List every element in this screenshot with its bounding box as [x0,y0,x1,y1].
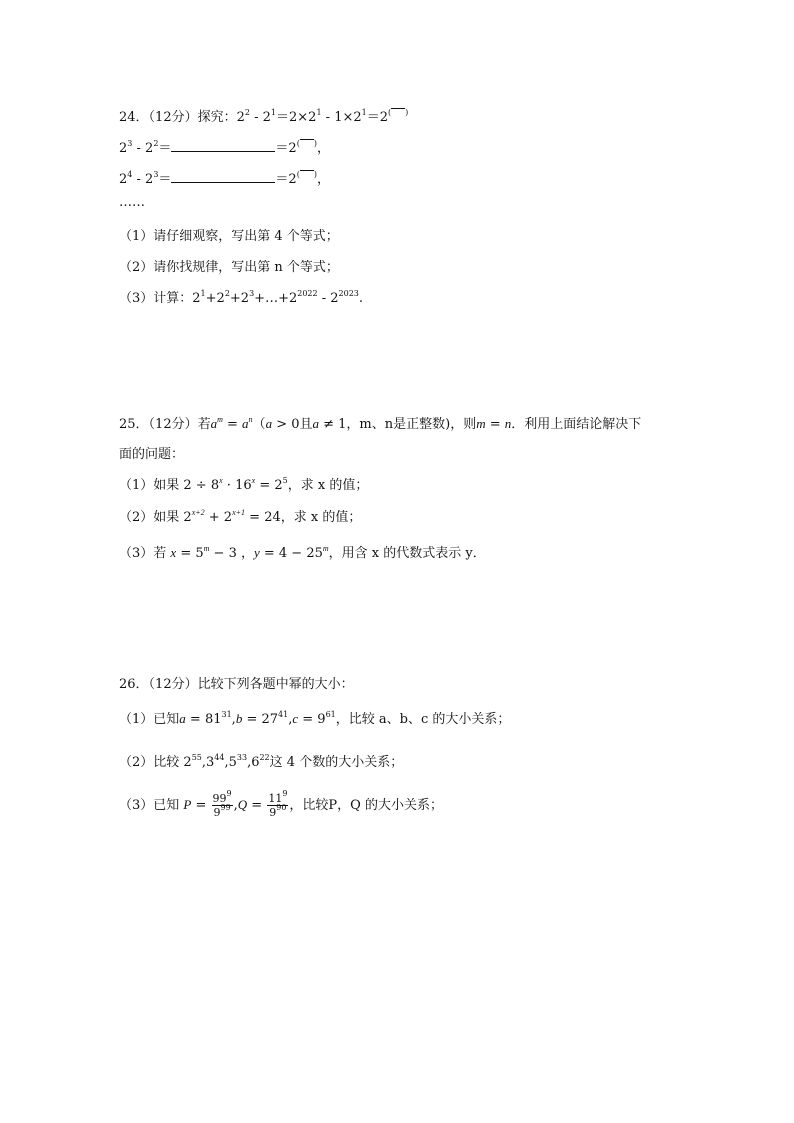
q25-line-1 [119,415,641,434]
q25-p3-text: ，用含 x 的代数式表示 y． [328,546,486,561]
q24-l3-term: ＝2 [275,172,297,187]
q24-line-2 [119,135,330,158]
q24-part-3 [119,290,363,308]
q26-p1-text: （1）已知 [119,712,180,727]
q25-p1-exp: 5 [282,476,288,485]
q25-p1-text: （1）如果 2 ÷ 8 [119,478,220,493]
q24-l3-exp: 4 [127,170,133,179]
q25-part-2 [119,509,361,527]
q26-p3-text: （3）已知 [119,798,184,813]
q25-p3-var: y [253,545,260,560]
fraction-numerator: $11^9$ [268,789,288,805]
q25-var: n [504,416,512,431]
q24-l2-end: ， [316,141,330,156]
q24-l1-term: 2 [236,110,245,125]
q24-l2-term: 2 [119,141,128,156]
q24-p3-exp: 2022 [297,289,318,298]
q26-p2-exp: 22 [259,753,270,762]
q24-p3-exp: 2 [224,289,230,298]
q26-p1-exp: 41 [278,710,289,719]
q25-p3-text: （3）若 [119,546,171,561]
q24-l3-term: 2 [119,172,128,187]
q26-p1-text: ，比较 a、b、c 的大小关系； [335,712,511,727]
q25-p2-text: + 2 [204,510,233,525]
q24-l1-exp: 1 [361,108,367,117]
q26-p2-text: ,3 [201,755,215,770]
q24-p3-text: - 2 [317,291,339,306]
q26-p3-var: Q [237,797,248,812]
q25-text: （ [252,417,266,432]
q24-p3-text: . [358,291,364,306]
q24-l1-exp: 1 [270,108,276,117]
q26-p1-exp: 61 [325,710,336,719]
q26-p2-exp: 55 [191,753,202,762]
q25-text: ．利用上面结论解决下 [511,417,642,432]
answer-blank[interactable] [171,171,275,183]
q25-p1-text: = 2 [255,478,283,493]
answer-blank[interactable] [171,140,275,152]
q26-header: 26．（12分）比较下列各题中幂的大小： [119,677,354,692]
q25-eq: = [222,417,243,432]
q25-var: m [476,416,486,431]
q24-header: 24．（12分）探究： [119,110,237,125]
q25-var: a [312,416,319,431]
q26-p1-text: = 27 [242,712,279,727]
q26-p1-var: a [179,711,186,726]
q25-p3-var: x [170,545,177,560]
q25-p1-text: ，求 x 的值； [287,478,369,493]
q24-l2-term: - 2 [132,141,154,156]
q26-part-3 [119,789,443,819]
q26-p3-var: P [183,797,192,812]
q25-exp: n [248,415,253,424]
q25-eq: = [485,417,505,432]
q24-p3-exp: 3 [249,289,255,298]
q25-var: a [242,416,249,431]
q25-text: > 0且 [272,417,313,432]
q26-p2-exp: 44 [214,753,225,762]
q25-part-1 [119,477,368,495]
fraction-denominator: $9^{90}$ [269,803,287,819]
answer-blank[interactable] [391,104,405,109]
q25-p3-text: = 5 [176,546,204,561]
q26-p1-text: = 81 [185,712,222,727]
answer-blank[interactable] [300,135,314,140]
q25-text: ≠ 1，m、n是正整数)，则 [319,417,477,432]
q24-l1-term: - 2 [249,110,271,125]
q24-p3-text: +…+2 [254,291,298,306]
q25-p2-exp: x+1 [232,508,246,517]
q24-l3-term: - 2 [132,172,154,187]
fraction-denominator: $9^{99}$ [213,803,231,819]
q24-p3-text: （3）计算：2 [119,291,201,306]
q24-l1-term: ＝2 [366,110,388,125]
q24-l1-exp: 2 [244,108,250,117]
answer-blank[interactable] [300,166,314,171]
q24-l2-eq: ＝ [158,141,172,156]
q25-p1-exp: x [251,476,256,485]
q25-p3-exp: m [203,544,210,553]
q26-p2-text: （2）比较 2 [119,755,192,770]
q24-line-1 [119,104,408,127]
q25-p1-text: · 16 [222,478,252,493]
q24-l3-eq: ＝ [158,172,172,187]
q24-l2-blank-exp: ( ) [297,139,317,148]
q24-p3-text: +2 [205,291,225,306]
q25-header: 25．（12分）若 [119,417,211,432]
q24-l3-blank-exp: ( ) [297,170,317,179]
fraction-numerator: $99^9$ [212,789,232,805]
q24-l3-exp: 3 [153,170,159,179]
q24-p3-exp: 1 [200,289,206,298]
q25-var: a [210,416,218,431]
q25-p3-text: = 4 − 25 [259,546,323,561]
q24-l1-blank-exp: ( ) [388,108,408,117]
q26-part-2 [119,754,403,772]
q25-p2-text: （2）如果 2 [119,510,192,525]
q25-p3-text: − 3 ， [209,546,254,561]
q26-part-1: （1）已知$a = 81^{31},b = 27^{41},c = 9^{61}$，比较 a、b、c 的大小关系； [119,710,511,727]
q25-p3-exp: m [322,544,329,553]
q26-p2-text: 这 4 个数的大小关系； [269,755,404,770]
q26-p3-fraction-p [212,789,233,819]
q25-exp: m [217,415,223,424]
q25-header-cont: 面的问题： [119,447,185,462]
q26-p1-var: b [235,711,243,726]
q24-l2-exp: 2 [153,139,159,148]
q24-l1-term: - 1×2 [321,110,362,125]
q24-p3-text: +2 [229,291,250,306]
q26-p2-exp: 33 [236,753,248,762]
q25-p1-exp: x [219,476,223,485]
q24-l3-end: ， [316,172,330,187]
q24-ellipsis: …… [119,195,145,210]
q25-var: a [265,416,273,431]
q26-p1-text: = 9 [298,712,326,727]
q24-l2-exp: 3 [127,139,133,148]
q26-p3-eq: = [247,798,267,813]
q24-line-3 [119,166,330,189]
q24-l1-term: ＝2×2 [276,110,317,125]
q26-p3-eq: = [191,798,211,813]
q25-part-3 [119,544,486,563]
q25-p2-exp: x+2 [191,508,205,517]
q26-p1-exp: 31 [221,710,232,719]
q26-p3-fraction-q [267,789,288,819]
q26-p3-text: ，比较P，Q 的大小关系； [289,798,443,813]
q24-p3-exp: 2023 [338,289,359,298]
q26-p1-var: c [292,711,299,726]
q26-p3-text: , [233,798,238,813]
q24-l1-exp: 1 [316,108,322,117]
q24-part-2: （2）请你找规律，写出第 n 个等式； [119,260,339,275]
q24-l2-term: ＝2 [275,141,297,156]
q25-p2-text: = 24，求 x 的值； [245,510,362,525]
q26-p2-text: ,5 [224,755,237,770]
q26-p2-text: ,6 [247,755,260,770]
q24-part-1: （1）请仔细观察，写出第 4 个等式； [119,229,339,244]
